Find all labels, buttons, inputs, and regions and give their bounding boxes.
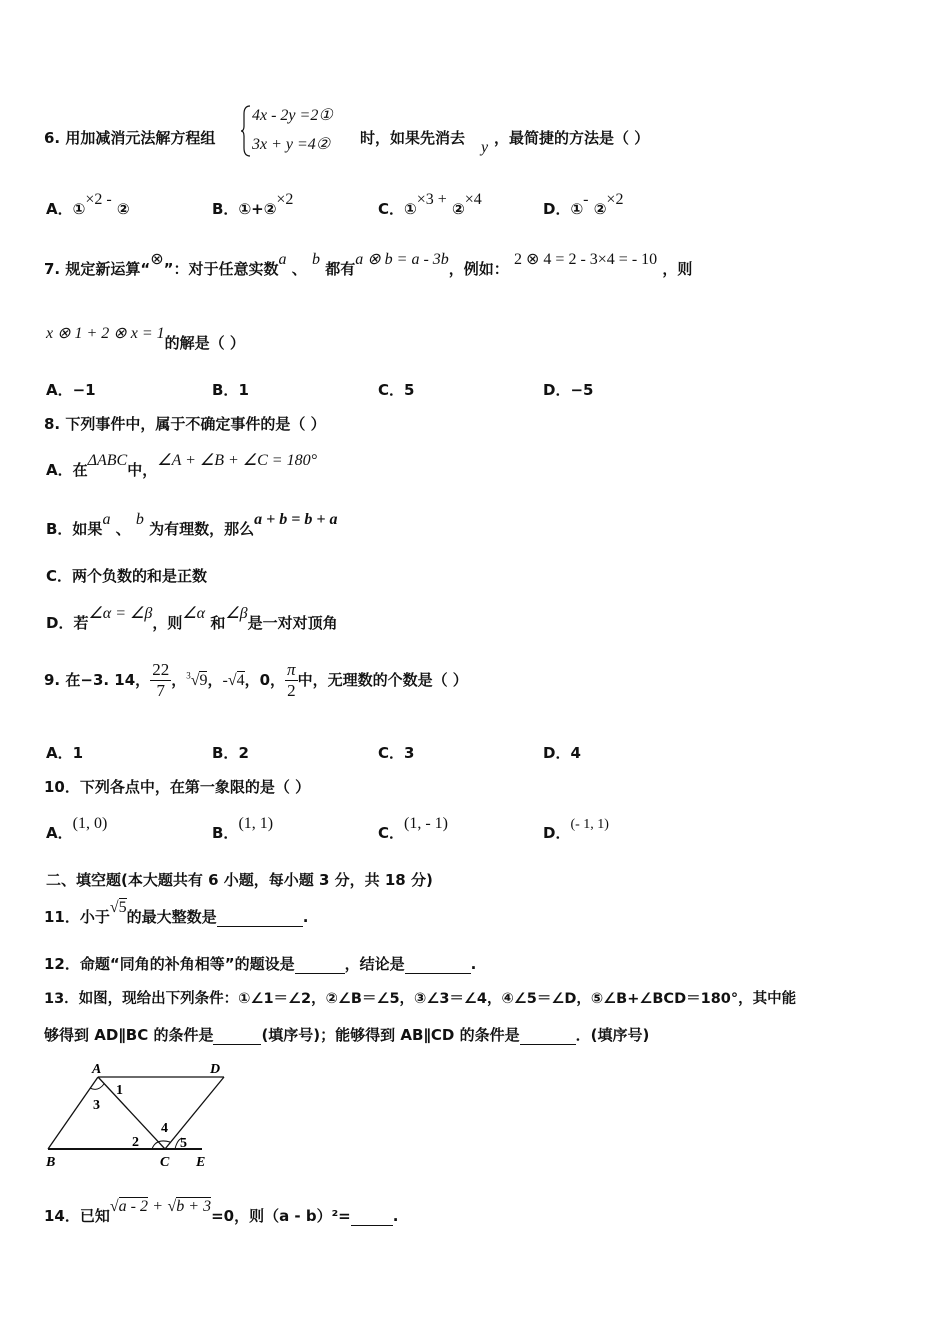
q7-op: ⊗	[150, 251, 164, 268]
q6-option-a[interactable]: A．①×2 - ②	[46, 191, 130, 218]
figure-angle-3: 3	[93, 1098, 100, 1113]
q7-stem: 7. 规定新运算“⊗”：对于任意实数a 、 b 都有a ⊗ b = a - 3b，例如： 2 ⊗ 4 = 2 - 3×4 = - 10 ，则	[44, 251, 693, 278]
parallelogram-diagram	[44, 1060, 229, 1172]
q9-fraction-pi-2: $\frac{\pi}{2}$	[287, 660, 296, 700]
figure-angle-5: 5	[180, 1136, 187, 1151]
left-brace-icon	[240, 104, 252, 158]
q10-stem: 10．下列各点中，在第一象限的是（ ）	[44, 778, 311, 796]
q10-option-d[interactable]: D．(- 1, 1)	[543, 817, 609, 842]
figure-label-e: E	[196, 1155, 206, 1170]
q13-ad-bc-blank[interactable]	[213, 1026, 261, 1045]
q6-option-c[interactable]: C．①×3 + ②×4	[378, 191, 482, 218]
q6-number: 6.	[44, 129, 61, 147]
q8-option-b[interactable]: B．如果a 、 b 为有理数，那么a + b = b + a	[46, 511, 338, 538]
q9-option-a[interactable]: A．1	[46, 744, 84, 762]
q13-figure	[44, 1060, 229, 1176]
q9-stem: 9. 在−3. 14， $\frac{22}{7}$ ，$^3$√9，-√4，0， $\frac{\pi}{2}$ 中，无理数的个数是（ ）	[44, 660, 468, 700]
q13-line1: 13．如图，现给出下列条件：①∠1＝∠2，②∠B＝∠5，③∠3＝∠4，④∠5＝∠D，⑤∠B+∠BCD＝180°，其中能	[44, 991, 797, 1007]
figure-angle-1: 1	[116, 1083, 123, 1098]
q8-option-a[interactable]: A．在ΔABC中，∠A + ∠B + ∠C = 180°	[46, 452, 317, 479]
q9-option-d[interactable]: D．4	[543, 744, 581, 762]
q10-option-b[interactable]: B．(1, 1)	[212, 815, 274, 842]
q13-line2: 够得到 AD∥BC 的条件是 (填序号)；能够得到 AB∥CD 的条件是 ．(填序号)	[44, 1026, 650, 1044]
section-fill-in-title: 二、填空题(本大题共有 6 小题，每小题 3 分，共 18 分)	[46, 871, 433, 889]
q6-option-d[interactable]: D．①- ②×2	[543, 191, 624, 218]
q7-option-b[interactable]: B．1	[212, 381, 249, 399]
q11-sqrt: √5	[109, 899, 127, 916]
q6-eq2: 3x + y =4②	[252, 136, 331, 153]
q14-sqrt2: √b + 3	[167, 1198, 212, 1215]
q9-neg-sqrt: -√4	[222, 672, 245, 689]
q11: 11．小于√5的最大整数是 .	[44, 899, 309, 926]
q10-option-c[interactable]: C．(1, - 1)	[378, 815, 448, 842]
q8-stem: 8. 下列事件中，属于不确定事件的是（ ）	[44, 415, 326, 433]
figure-label-c: C	[160, 1155, 170, 1170]
q7-equation-line: x ⊗ 1 + 2 ⊗ x = 1的解是（ ）	[46, 325, 245, 352]
figure-label-a: A	[92, 1062, 102, 1077]
q6-after: 时，如果先消去	[360, 129, 466, 147]
q7-example: 2 ⊗ 4 = 2 - 3×4 = - 10	[514, 251, 658, 268]
q14: 14．已知√a - 2 + √b + 3=0，则（a - b）²= .	[44, 1198, 399, 1225]
q6-tail: ，最简捷的方法是（ ）	[494, 129, 650, 147]
q11-answer-blank[interactable]	[217, 908, 303, 927]
q9-fraction-22-7: $\frac{22}{7}$	[152, 660, 170, 700]
q10-option-a[interactable]: A．(1, 0)	[46, 815, 108, 842]
q6-stem	[44, 127, 215, 148]
q6-eq1: 4x - 2y =2①	[252, 107, 333, 124]
q9-cube-root: $^3$√9	[186, 670, 208, 689]
figure-angle-4: 4	[161, 1121, 168, 1136]
q6-text: 用加减消元法解方程组	[65, 129, 216, 147]
q8-option-c[interactable]: C．两个负数的和是正数	[46, 567, 208, 585]
figure-label-d: D	[210, 1062, 221, 1077]
q7-option-c[interactable]: C．5	[378, 381, 415, 399]
q6-var: y	[481, 139, 489, 156]
q14-answer-blank[interactable]	[351, 1207, 393, 1226]
q9-option-b[interactable]: B．2	[212, 744, 249, 762]
q8-option-d[interactable]: D．若∠α = ∠β，则∠α 和∠β是一对对顶角	[46, 605, 338, 632]
q12: 12．命题“同角的补角相等”的题设是 ，结论是 .	[44, 955, 477, 973]
q14-sqrt1: √a - 2	[109, 1198, 148, 1215]
q7-option-a[interactable]: A．−1	[46, 381, 96, 399]
q7-definition: a ⊗ b = a - 3b	[355, 251, 449, 268]
q12-conclusion-blank[interactable]	[405, 955, 471, 974]
q7-option-d[interactable]: D．−5	[543, 381, 594, 399]
q13-ab-cd-blank[interactable]	[520, 1026, 576, 1045]
q9-option-c[interactable]: C．3	[378, 744, 415, 762]
figure-label-b: B	[46, 1155, 56, 1170]
figure-angle-2: 2	[132, 1135, 139, 1150]
q12-hypothesis-blank[interactable]	[295, 955, 345, 974]
q6-equation-system	[240, 104, 252, 162]
line-cd	[165, 1077, 224, 1149]
q7-equation: x ⊗ 1 + 2 ⊗ x = 1	[46, 325, 165, 342]
q6-option-b[interactable]: B．①+②×2	[212, 191, 294, 218]
